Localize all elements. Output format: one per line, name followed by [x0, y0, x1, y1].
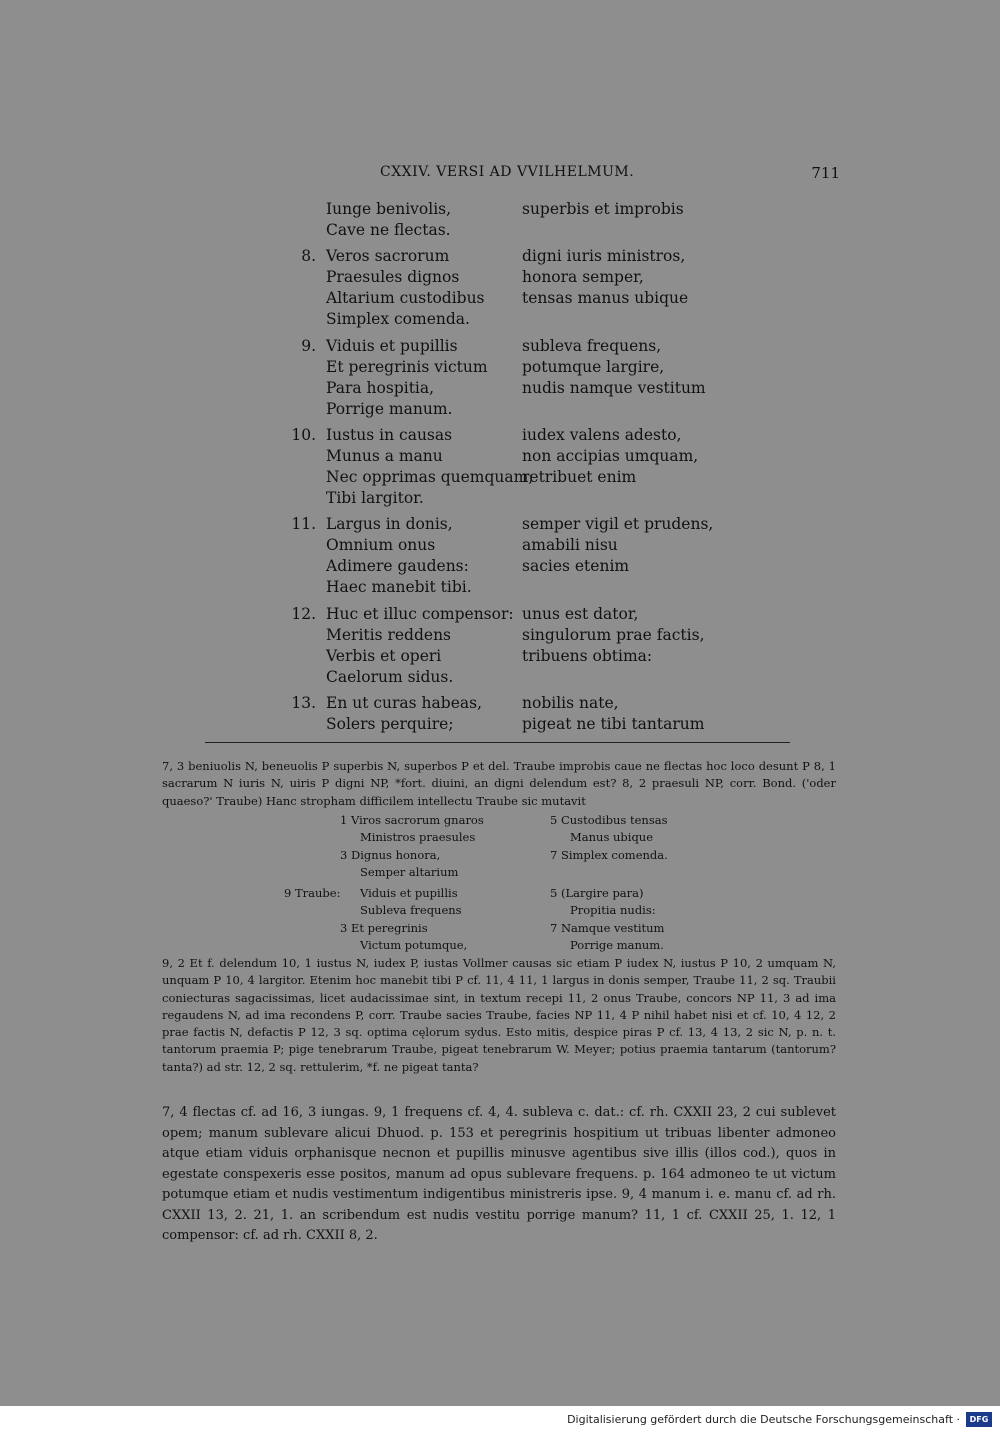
- verse-first-half: Solers perquire;: [326, 714, 454, 733]
- verse-second-half: nobilis nate,: [522, 693, 619, 712]
- table-line: Ministros praesules: [360, 830, 476, 845]
- table-line: 5 (Largire para): [550, 886, 644, 900]
- verse-first-half: Porrige manum.: [326, 399, 453, 418]
- poem-line: [0, 715, 1000, 736]
- verse-first-half: Et peregrinis victum: [326, 357, 488, 376]
- table-line: Semper altarium: [360, 864, 459, 879]
- verse-second-half: tensas manus ubique: [522, 289, 689, 308]
- table-line: Victum potumque,: [360, 937, 468, 952]
- verse-first-half: Adimere gaudens:: [326, 557, 469, 576]
- poem-line: [0, 694, 1000, 715]
- verse-first-half: Nec opprimas quemquam;: [326, 467, 534, 486]
- verse-first-half: Para hospitia,: [326, 378, 435, 397]
- verse-second-half: potumque largire,: [522, 357, 665, 376]
- poem-line: [0, 515, 1000, 536]
- table-line: 3 Et peregrinis: [340, 920, 428, 935]
- verse-first-half: Praesules dignos: [326, 268, 460, 287]
- poem-line: [0, 247, 1000, 268]
- verse-first-half: Largus in donis,: [326, 515, 453, 534]
- traube-version-9-label: 9 Traube:: [284, 886, 341, 900]
- poem-line: [0, 200, 1000, 221]
- traube-version-9-left: [340, 885, 467, 954]
- verse-first-half: Munus a manu: [326, 446, 443, 465]
- poem-line: [0, 489, 1000, 510]
- table-line: 7 Simplex comenda.: [550, 847, 668, 862]
- verse-second-half: amabili nisu: [522, 536, 618, 555]
- poem-line: [0, 447, 1000, 468]
- table-line: Viduis et pupillis: [360, 886, 458, 900]
- verse-second-half: nudis namque vestitum: [522, 378, 706, 397]
- poem-line: [0, 626, 1000, 647]
- table-line: 3 Dignus honora,: [340, 847, 441, 862]
- verse-first-half: Veros sacrorum: [326, 247, 450, 266]
- poem-line: [0, 337, 1000, 358]
- table-line: 1 Viros sacrorum gnaros: [340, 813, 484, 827]
- stanza-number: 8.: [301, 247, 316, 266]
- poem-line: [0, 578, 1000, 599]
- dfg-logo: DFG: [966, 1412, 992, 1427]
- page-title: CXXIV. VERSI AD VVILHELMUM.: [380, 164, 635, 180]
- poem-line: [0, 400, 1000, 421]
- stanza-number: 10.: [291, 425, 316, 444]
- verse-second-half: non accipias umquam,: [522, 446, 699, 465]
- stanza-number: 11.: [291, 515, 316, 534]
- table-line: Subleva frequens: [360, 903, 462, 918]
- verse-second-half: tribuens obtima:: [522, 646, 653, 665]
- verse-second-half: singulorum prae factis,: [522, 625, 705, 644]
- verse-second-half: sacies etenim: [522, 557, 630, 576]
- poem-line: [0, 605, 1000, 626]
- funding-note: Digitalisierung gefördert durch die Deutsche Forschungsgemeinschaft ·: [567, 1413, 960, 1426]
- table-line: 7 Namque vestitum: [550, 920, 665, 935]
- poem-line: [0, 468, 1000, 489]
- poem-line: [0, 268, 1000, 289]
- verse-first-half: Cave ne flectas.: [326, 221, 451, 239]
- stanza-number: 13.: [291, 693, 316, 712]
- table-line: Propitia nudis:: [570, 903, 656, 918]
- verse-second-half: honora semper,: [522, 268, 644, 287]
- poem-line: [0, 536, 1000, 557]
- commentary: 7, 4 flectas cf. ad 16, 3 iungas. 9, 1 frequens cf. 4, 4. subleva c. dat.: cf. rh. CXXII 23, 2 cui sublevet opem; manum sublevare alicui Dhuod. p. 153 et peregrinis hospitium ut tribuas libenter admoneo atque etiam viduis orphanisque necnon et pupillis minusve agentibus sive illis (illos cod.), quos in egestate conspexeris esse positos, manum ad opus sublevare frequens. p. 164 admoneo te ut victum potumque etiam et nudis vestimentum indigentibus ministreris ipse. 9, 4 manum i. e. manu cf. ad rh. CXXII 13, 2. 21, 1. an scribendum est nudis vestitu porrige manum? 11, 1 cf. CXXII 25, 1. 12, 1 compensor: cf. ad rh. CXXII 8, 2.: [162, 1105, 836, 1243]
- verse-second-half: digni iuris ministros,: [522, 247, 686, 266]
- verse-second-half: subleva frequens,: [522, 336, 662, 355]
- verse-second-half: iudex valens adesto,: [522, 425, 682, 444]
- verse-first-half: En ut curas habeas,: [326, 693, 482, 712]
- verse-first-half: Verbis et operi: [326, 646, 442, 665]
- stanza-number: 9.: [301, 336, 316, 355]
- verse-first-half: Iustus in causas: [326, 425, 453, 444]
- poem-line: [0, 668, 1000, 689]
- traube-version-9-right: [550, 885, 664, 954]
- verse-first-half: Huc et illuc compensor:: [326, 604, 514, 623]
- apparatus-criticus-1: 7, 3 beniuolis N, beneuolis P superbis N, superbos P et del. Traube improbis caue ne flectas hoc loco desunt P 8, 1 sacrarum N iuris N, uiris P digni NP, *fort. diuini, an digni delendum est? 8, 2 praesuli NP, corr. Bond. ('oder quaeso?' Traube) Hanc stropham difficilem intellectu Traube sic mutavit: [162, 759, 836, 808]
- verse-second-half: semper vigil et prudens,: [522, 515, 714, 534]
- verse-first-half: Viduis et pupillis: [326, 336, 458, 355]
- verse-first-half: Tibi largitor.: [326, 488, 424, 507]
- poem-line: [0, 358, 1000, 379]
- running-header: [160, 164, 840, 186]
- poem-line: [0, 221, 1000, 242]
- verse-second-half: retribuet enim: [522, 467, 637, 486]
- verse-second-half: pigeat ne tibi tantarum: [522, 714, 705, 733]
- poem-line: [0, 289, 1000, 310]
- table-line: Manus ubique: [570, 830, 654, 845]
- verse-first-half: Omnium onus: [326, 536, 436, 555]
- table-line: 5 Custodibus tensas: [550, 813, 668, 827]
- table-line: Porrige manum.: [570, 937, 664, 952]
- stanza-number: 12.: [291, 604, 316, 623]
- verse-first-half: Iunge benivolis,: [326, 200, 452, 218]
- verse-first-half: Meritis reddens: [326, 625, 452, 644]
- verse-first-half: Simplex comenda.: [326, 310, 470, 329]
- poem-line: [0, 426, 1000, 447]
- poem-line: [0, 310, 1000, 331]
- poem-line: [0, 647, 1000, 668]
- page-number: 711: [811, 164, 840, 182]
- verse-first-half: Caelorum sidus.: [326, 667, 454, 686]
- verse-second-half: superbis et improbis: [522, 200, 684, 218]
- poem-line: [0, 557, 1000, 578]
- traube-version-8-right: [550, 812, 668, 864]
- verse-first-half: Altarium custodibus: [326, 289, 485, 308]
- footnote-divider: [205, 742, 790, 743]
- verse-first-half: Haec manebit tibi.: [326, 578, 472, 597]
- verse-second-half: unus est dator,: [522, 604, 639, 623]
- apparatus-criticus-2: 9, 2 Et f. delendum 10, 1 iustus N, iudex P, iustas Vollmer causas sic etiam P iudex N, iustus P 10, 2 umquam N, unquam P 10, 4 largitor. Etenim hoc manebit tibi P cf. 11, 4 11, 1 largus in donis semper, Traube 11, 2 sq. Traubii coniecturas sagacissimas, licet audacissimae sint, in textum recepi 11, 2 onus Traube, concors NP 11, 3 ad ima regaudens N, ad ima recondens P, corr. Traube sacies Traube, facies NP 11, 4 P nihil habet nisi et cf. 10, 4 12, 2 prae factis N, defactis P 12, 3 sq. optima cęlorum sydus. Esto mitis, despice piras P cf. 13, 4 13, 2 sic N, p. n. t. tantorum praemia P; pige tenebrarum Traube, pigeat tenebrarum W. Meyer; potius praemia tantarum (tantorum? tanta?) ad str. 12, 2 sq. rettulerim, *f. ne pigeat tanta?: [162, 956, 836, 1074]
- traube-version-8-left: [340, 812, 484, 881]
- footer-bar: [0, 1406, 1000, 1434]
- poem-line: [0, 379, 1000, 400]
